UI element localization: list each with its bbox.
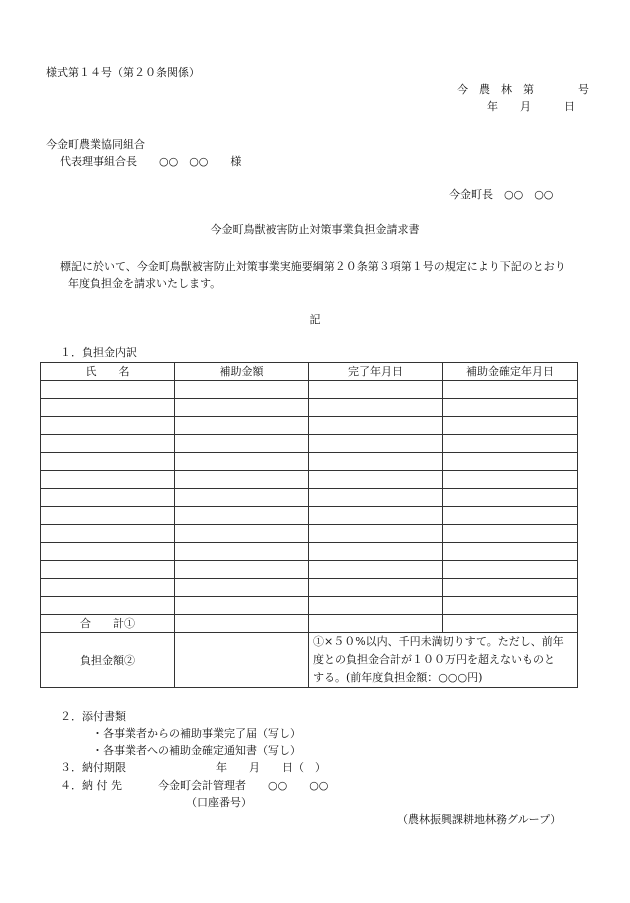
share-note-line-3: する。(前年度負担金額：○○○円) bbox=[313, 671, 483, 684]
table-row bbox=[41, 417, 578, 435]
attachment-item-1: ・各事業者からの補助事業完了届（写し） bbox=[92, 727, 301, 740]
share-row bbox=[41, 633, 578, 688]
payment-deadline: 年 月 日（ ） bbox=[216, 761, 326, 774]
table-row bbox=[41, 471, 578, 489]
form-number: 様式第１４号（第２０条関係） bbox=[46, 66, 200, 79]
total-label: 合 計① bbox=[41, 615, 175, 633]
issue-date: 年 月 日 bbox=[487, 100, 575, 113]
table-row bbox=[41, 435, 578, 453]
issuer: 今金町長 ○○ ○○ bbox=[449, 188, 554, 201]
table-row bbox=[41, 543, 578, 561]
document-number: 今 農 林 第 号 bbox=[457, 83, 589, 96]
share-note-line-1: ①×５０%以内、千円未満切りすて。ただし、前年 bbox=[313, 635, 564, 648]
account-number: （口座番号） bbox=[186, 796, 252, 809]
addressee-title: 代表理事組合長 ○○ ○○ 様 bbox=[60, 155, 242, 168]
table-row bbox=[41, 525, 578, 543]
table-row bbox=[41, 381, 578, 399]
column-header-name: 氏 名 bbox=[41, 363, 175, 381]
addressee-org: 今金町農業協同組合 bbox=[46, 138, 145, 151]
department: （農林振興課耕地林務グループ） bbox=[397, 813, 562, 826]
table-row bbox=[41, 489, 578, 507]
column-header-confirmation-date: 補助金確定年月日 bbox=[443, 363, 578, 381]
share-note-line-2: 度との負担金合計が１００万円を超えないものと bbox=[313, 653, 555, 666]
section-3-label: ３．納付期限 bbox=[60, 761, 126, 774]
table-row bbox=[41, 507, 578, 525]
total-row bbox=[41, 615, 578, 633]
table-row bbox=[41, 561, 578, 579]
table-row bbox=[41, 453, 578, 471]
attachment-item-2: ・各事業者への補助金確定通知書（写し） bbox=[92, 744, 301, 757]
breakdown-table bbox=[40, 362, 578, 688]
table-row bbox=[41, 399, 578, 417]
share-note bbox=[309, 633, 578, 688]
section-4-label: ４．納 付 先 bbox=[60, 779, 122, 792]
body-line-2: 年度負担金を請求いたします。 bbox=[68, 277, 222, 290]
share-label: 負担金額② bbox=[41, 633, 175, 688]
column-header-subsidy-amount: 補助金額 bbox=[175, 363, 309, 381]
body-line-1: 標記に於いて、今金町鳥獣被害防止対策事業実施要綱第２０条第３項第１号の規定により下記のとおり bbox=[60, 260, 566, 273]
section-2-heading: ２．添付書類 bbox=[60, 710, 126, 723]
ki-heading: 記 bbox=[309, 313, 321, 326]
table-row bbox=[41, 597, 578, 615]
payee: 今金町会計管理者 ○○ ○○ bbox=[158, 779, 329, 792]
section-1-heading: １．負担金内訳 bbox=[60, 346, 137, 359]
column-header-completion-date: 完了年月日 bbox=[309, 363, 443, 381]
table-row bbox=[41, 579, 578, 597]
document-title: 今金町鳥獣被害防止対策事業負担金請求書 bbox=[210, 223, 420, 236]
